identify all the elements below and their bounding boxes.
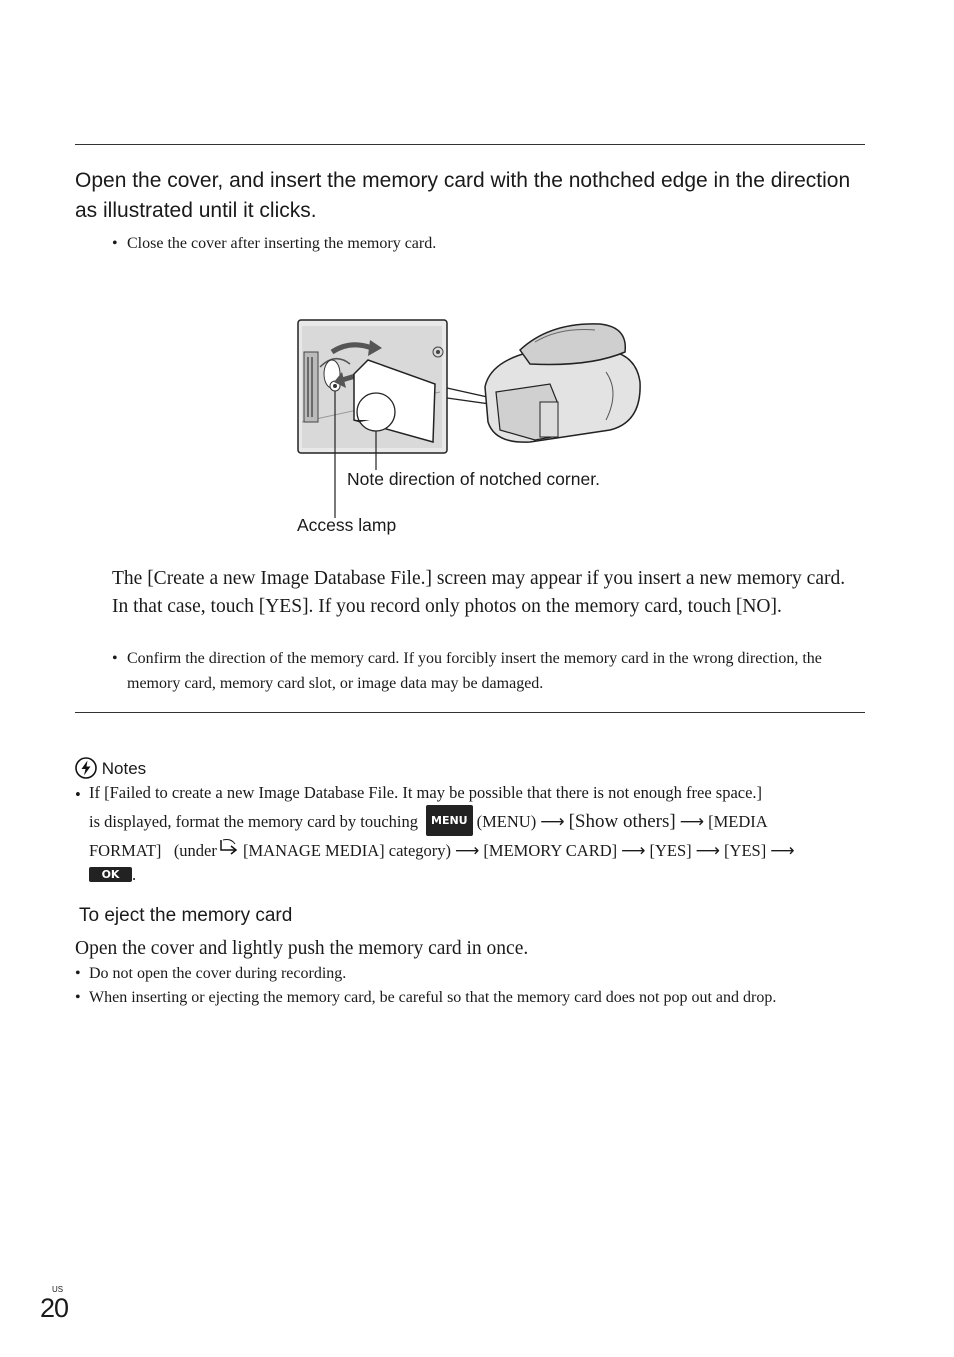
- access-lamp-label: Access lamp: [297, 515, 397, 535]
- menu-label: (MENU): [476, 812, 537, 831]
- ok-button-icon: OK: [89, 867, 132, 882]
- card-slot: [304, 352, 318, 422]
- menu-button-icon: MENU: [426, 805, 473, 836]
- arrow-right-icon: ⟶: [455, 841, 480, 861]
- notes-line-3: [89, 837, 865, 865]
- manage-media-category-icon: [217, 838, 243, 858]
- arrow-right-icon: ⟶: [695, 841, 721, 861]
- show-others-label: [Show others]: [568, 811, 676, 832]
- yes-label-1: [YES]: [649, 841, 692, 860]
- media-format-label-a: [MEDIA: [708, 812, 768, 831]
- eject-heading: To eject the memory card: [79, 905, 293, 926]
- memory-card-label: [MEMORY CARD]: [483, 841, 618, 860]
- notch-callout-label: Note direction of notched corner.: [347, 469, 600, 489]
- eject-bullet-1: [75, 962, 865, 987]
- notes-period: .: [132, 865, 137, 884]
- bullet-dot: •: [112, 650, 118, 667]
- arrow-right-icon: ⟶: [679, 812, 705, 832]
- notes-heading-label: Notes: [101, 759, 147, 778]
- eject-bullet-2: [75, 986, 865, 1011]
- notes-line-2-prefix: is displayed, format the memory card by touching: [89, 812, 419, 831]
- step-title: Open the cover, and insert the memory card with the nothched edge in the direction as illustrated until it clicks.: [75, 169, 851, 222]
- direction-bullet-text: Confirm the direction of the memory card. If you forcibly insert the memory card in the wrong direction, the memory card, memory card slot, or image data may be damaged.: [127, 650, 822, 692]
- media-format-label-b: FORMAT]: [89, 841, 162, 860]
- notes-warning-icon: [75, 757, 97, 779]
- notes-bullet: [75, 781, 865, 885]
- bullet-dot: •: [75, 989, 81, 1006]
- notes-line-4: [89, 865, 865, 885]
- notes-line-2: [89, 805, 865, 837]
- page-number: 20: [40, 1293, 69, 1323]
- region-code: US: [52, 1285, 64, 1294]
- yes-label-2: [YES]: [724, 841, 767, 860]
- under-label: (under: [173, 841, 217, 860]
- arrow-right-icon: ⟶: [770, 841, 795, 861]
- bullet-dot: •: [75, 785, 81, 804]
- database-file-paragraph: The [Create a new Image Database File.] screen may appear if you insert a new memory card. In that case, touch [YES]. If you record only photos on the memory card, touch [NO].: [112, 568, 846, 617]
- top-divider: [75, 144, 865, 145]
- eject-paragraph: Open the cover and lightly push the memory card in once.: [75, 938, 529, 959]
- notes-line-1: If [Failed to create a new Image Database File. It may be possible that there is not enough free space.]: [89, 783, 763, 802]
- arrow-right-icon: ⟶: [621, 841, 646, 861]
- direction-bullet: [112, 647, 837, 696]
- eject-bullet-2-text: When inserting or ejecting the memory card, be careful so that the memory card does not pop out and drop.: [89, 989, 777, 1006]
- notch-highlight-circle: [357, 393, 395, 431]
- bullet-dot: •: [112, 235, 118, 252]
- arrow-right-icon: ⟶: [540, 812, 565, 832]
- eject-bullet-1-text: Do not open the cover during recording.: [89, 965, 347, 982]
- bullet-dot: •: [75, 965, 81, 982]
- step-bullet-text: Close the cover after inserting the memory card.: [127, 235, 437, 252]
- section-divider: [75, 712, 865, 713]
- step-bullet: [112, 232, 852, 257]
- notes-heading: [75, 757, 146, 780]
- manage-media-label: [MANAGE MEDIA] category): [243, 841, 452, 860]
